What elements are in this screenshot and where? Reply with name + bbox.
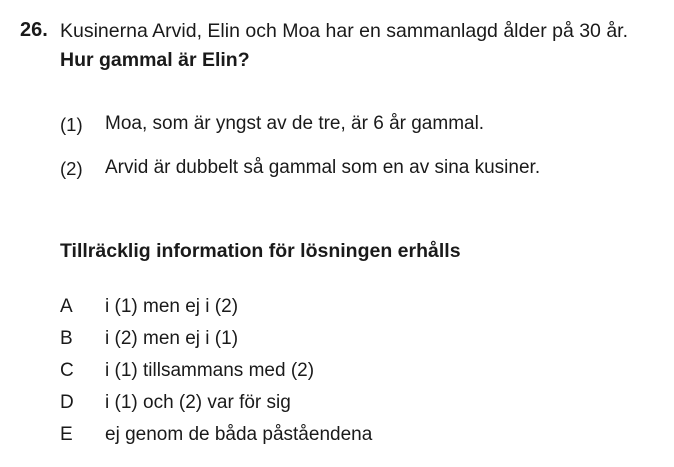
option-b-letter: B (60, 328, 73, 349)
statement-2-number: (2) (60, 158, 83, 179)
option-a-letter: A (60, 296, 73, 317)
question-stem: Kusinerna Arvid, Elin och Moa har en sammanlagd ålder på 30 år. (60, 20, 628, 42)
question-ask: Hur gammal är Elin? (60, 49, 250, 71)
option-a-text: i (1) men ej i (2) (105, 296, 239, 317)
option-c-letter: C (60, 360, 74, 381)
option-d-text: i (1) och (2) var för sig (105, 392, 291, 413)
option-d-letter: D (60, 392, 74, 413)
statement-1-text: Moa, som är yngst av de tre, är 6 år gammal. (105, 113, 485, 134)
option-e-text: ej genom de båda påståendena (105, 424, 373, 445)
question-number: 26. (20, 19, 48, 41)
option-e-letter: E (60, 424, 73, 445)
section-heading: Tillräcklig information för lösningen erhålls (60, 240, 461, 262)
option-b-text: i (2) men ej i (1) (105, 328, 239, 349)
statement-2-text: Arvid är dubbelt så gammal som en av sina kusiner. (105, 157, 541, 178)
option-c-text: i (1) tillsammans med (2) (105, 360, 315, 381)
statement-1-number: (1) (60, 114, 83, 135)
